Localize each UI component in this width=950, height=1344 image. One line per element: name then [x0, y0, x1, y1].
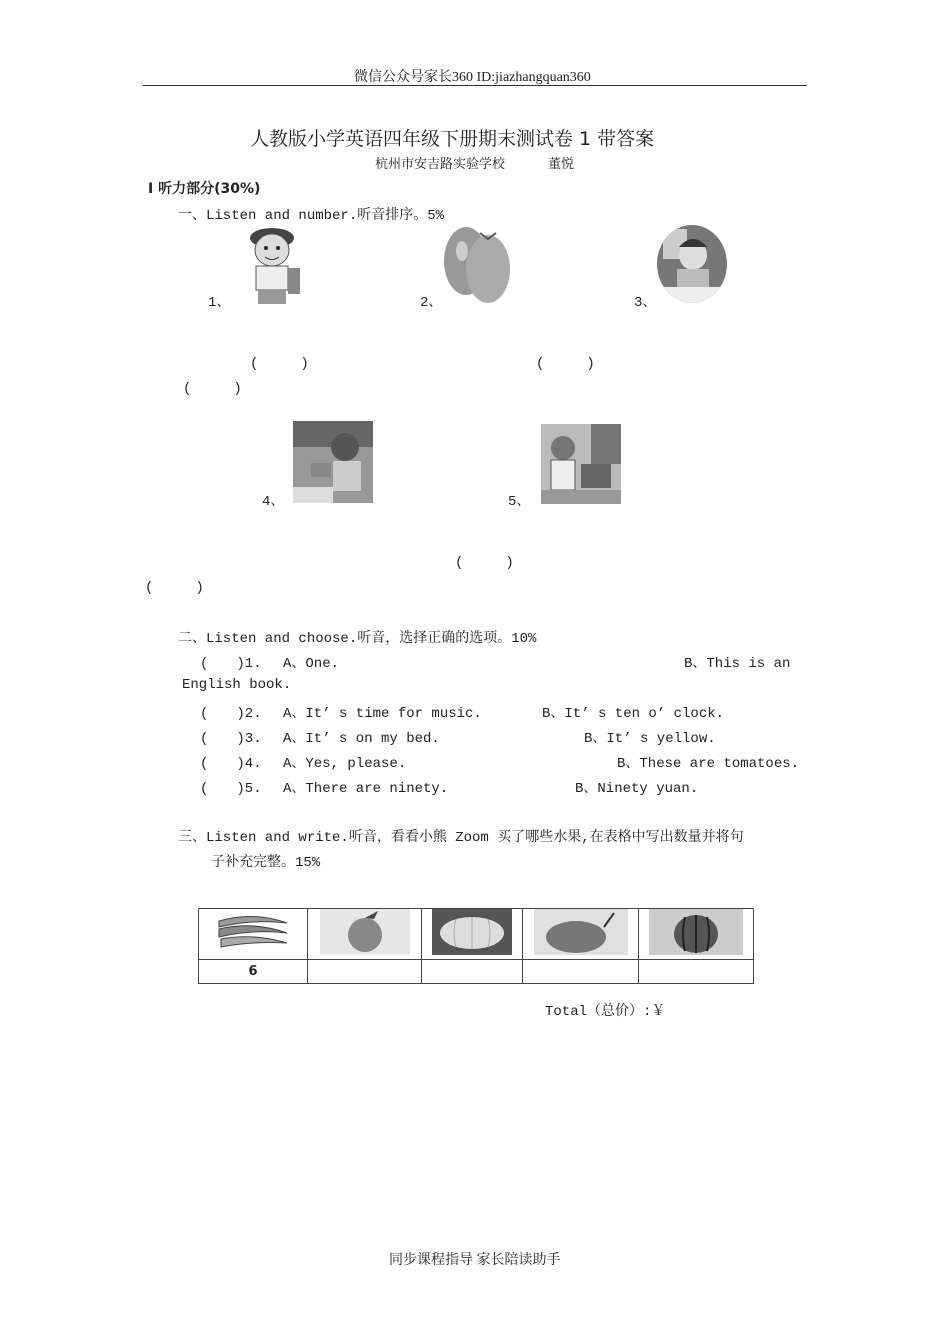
pumpkin-count-input[interactable]	[422, 960, 523, 984]
q4-option-b: B、These are tomatoes.	[617, 756, 800, 772]
boy-eating-picture	[657, 225, 727, 303]
pear-count-input[interactable]	[523, 960, 639, 984]
fruit-cell-orange	[308, 909, 422, 960]
pear-icon	[534, 909, 628, 955]
q3-option-b: B、It’ s yellow.	[584, 731, 716, 747]
answer-paren-4[interactable]: ( )	[455, 555, 514, 571]
part3-instruction-line2: 子补充完整。15%	[211, 855, 321, 871]
boy-picture	[238, 226, 308, 304]
q4-option-a: A、Yes, please.	[283, 756, 407, 772]
girl-kitchen-icon	[541, 424, 621, 504]
fruit-table	[198, 908, 754, 984]
q2-number[interactable]: ( )2.	[200, 706, 262, 722]
answer-paren-2[interactable]: ( )	[536, 356, 595, 372]
total-price-label: Total（总价）:￥	[545, 1004, 666, 1020]
q4-number[interactable]: ( )4.	[200, 756, 262, 772]
watermelon-count-input[interactable]	[639, 960, 754, 984]
part1-instruction: 一、Listen and number.听音排序。5%	[178, 208, 445, 224]
item-number-3: 3、	[634, 295, 657, 311]
page-footer: 同步课程指导 家长陪读助手	[389, 1253, 561, 1268]
document-title: 人教版小学英语四年级下册期末测试卷 1 带答案	[250, 128, 655, 150]
item-number-4: 4、	[262, 494, 285, 510]
girl-watering-picture	[293, 421, 373, 503]
part2-instruction: 二、Listen and choose.听音，选择正确的选项。10%	[178, 631, 537, 647]
fruit-cell-pear	[523, 909, 639, 960]
orange-icon	[320, 909, 410, 955]
part3-instruction-line1: 三、Listen and write.听音，看看小熊 Zoom 买了哪些水果,在表格中写出数量并将句	[178, 830, 744, 846]
item-number-1: 1、	[208, 295, 231, 311]
page-header: 微信公众号家长360 ID:jiazhangquan360	[354, 70, 591, 85]
author-name: 董悦	[548, 156, 575, 171]
fruit-count-row	[199, 960, 754, 984]
girl-watering-icon	[293, 421, 373, 503]
item-number-5: 5、	[508, 494, 531, 510]
q2-option-a: A、It’ s time for music.	[283, 706, 482, 722]
fruit-picture-row	[199, 909, 754, 960]
pumpkin-icon	[432, 909, 512, 955]
q1-number[interactable]: ( )1.	[200, 656, 262, 672]
orange-count-input[interactable]	[308, 960, 422, 984]
item-number-2: 2、	[420, 295, 443, 311]
tomatoes-picture	[442, 225, 512, 305]
banana-count: 6	[199, 960, 308, 984]
tomatoes-icon	[442, 225, 512, 305]
fruit-cell-pumpkin	[422, 909, 523, 960]
section-heading: Ⅰ 听力部分(30%)	[148, 181, 261, 197]
q5-option-b: B、Ninety yuan.	[575, 781, 699, 797]
q1-option-b-continued: English book.	[182, 677, 292, 693]
q5-number[interactable]: ( )5.	[200, 781, 262, 797]
q2-option-b: B、It’ s ten o’ clock.	[542, 706, 725, 722]
answer-paren-3[interactable]: ( )	[183, 381, 242, 397]
banana-icon	[213, 909, 293, 955]
watermelon-icon	[649, 909, 743, 955]
header-divider	[143, 85, 807, 86]
q3-option-a: A、It’ s on my bed.	[283, 731, 440, 747]
boy-icon	[238, 226, 308, 304]
answer-paren-1[interactable]: ( )	[250, 356, 309, 372]
boy-eating-icon	[657, 225, 727, 303]
q1-option-b: B、This is an	[684, 656, 791, 672]
q3-number[interactable]: ( )3.	[200, 731, 262, 747]
school-name: 杭州市安吉路实验学校	[375, 156, 506, 171]
fruit-cell-banana	[199, 909, 308, 960]
answer-paren-5[interactable]: ( )	[145, 580, 204, 596]
q5-option-a: A、There are ninety.	[283, 781, 449, 797]
girl-kitchen-picture	[541, 424, 621, 504]
fruit-cell-watermelon	[639, 909, 754, 960]
q1-option-a: A、One.	[283, 656, 340, 672]
